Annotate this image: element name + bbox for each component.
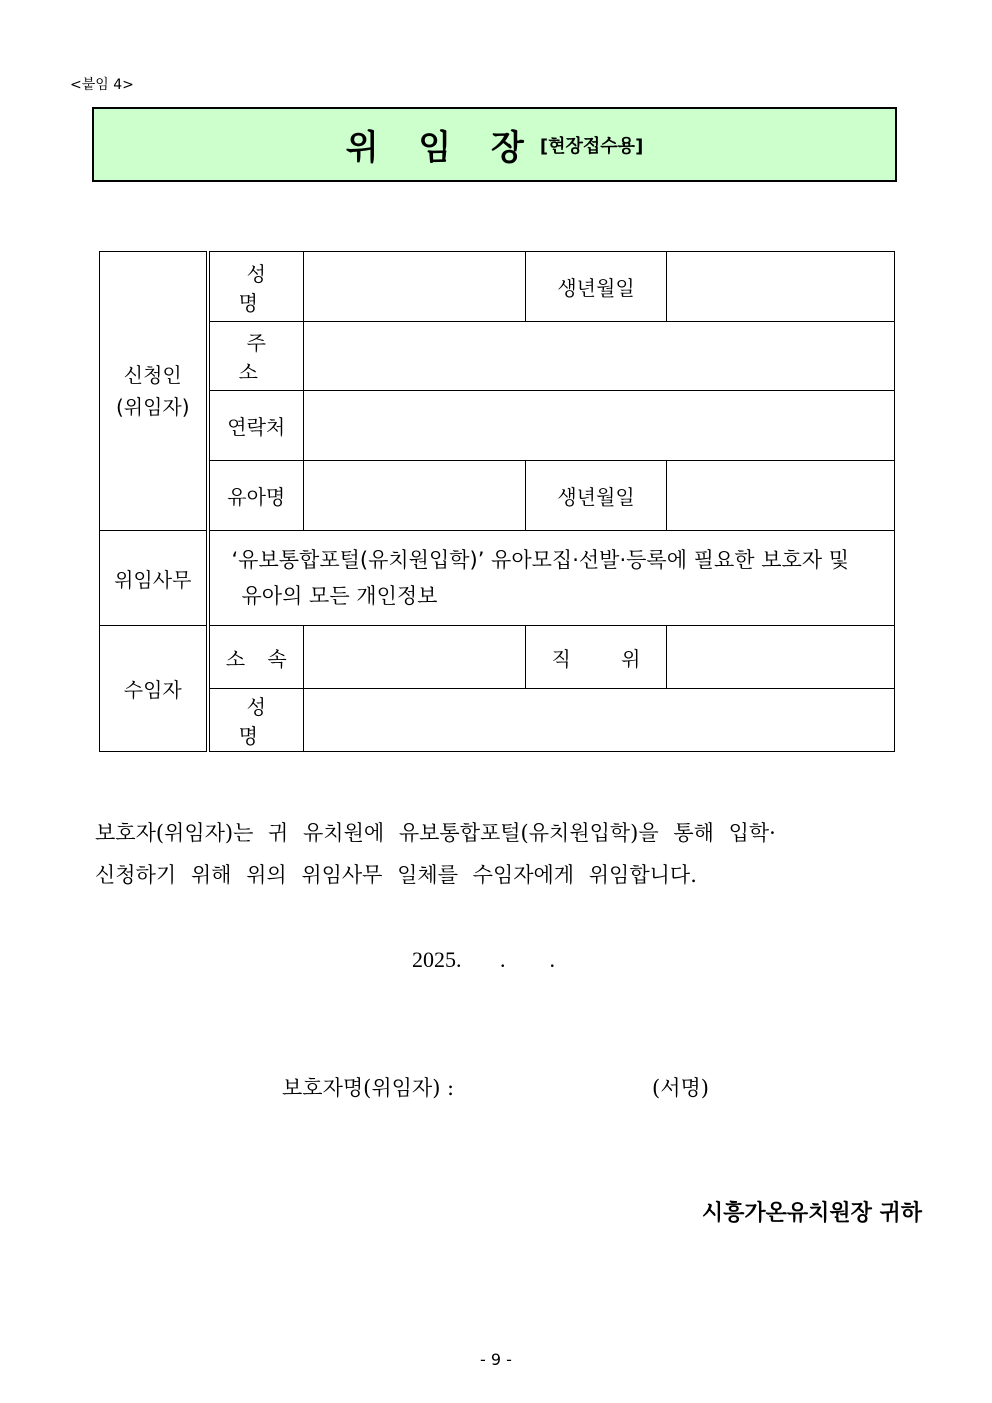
date-line: 2025. . . bbox=[412, 947, 555, 972]
document-title-box bbox=[92, 107, 897, 182]
affiliation-label: 소 속 bbox=[208, 626, 304, 689]
page-number: - 9 - bbox=[480, 1350, 512, 1369]
address-field[interactable] bbox=[304, 322, 895, 391]
child-name-label: 유아명 bbox=[208, 461, 304, 531]
affiliation-field[interactable] bbox=[304, 626, 526, 689]
delegate-group-label: 수임자 bbox=[100, 626, 208, 752]
address-label: 주 소 bbox=[208, 322, 304, 391]
document-title: 위 임 장 bbox=[345, 128, 538, 168]
child-birth-label: 생년월일 bbox=[526, 461, 667, 531]
delegate-name-field[interactable] bbox=[304, 689, 895, 752]
delegation-form-table bbox=[99, 251, 895, 752]
position-field[interactable] bbox=[667, 626, 895, 689]
contact-field[interactable] bbox=[304, 391, 895, 461]
name-label: 성 명 bbox=[208, 252, 304, 322]
applicant-group-label: 신청인 (위임자) bbox=[100, 252, 208, 531]
delegation-statement: 보호자(위임자)는 귀 유치원에 유보통합포털(유치원입학)을 통해 입학· 신청하기 위해 위의 위임사무 일체를 수임자에게 위임합니다. bbox=[95, 821, 776, 887]
delegate-name-label: 성 명 bbox=[208, 689, 304, 752]
contact-label: 연락처 bbox=[208, 391, 304, 461]
child-name-field[interactable] bbox=[304, 461, 526, 531]
duty-label: 위임사무 bbox=[100, 531, 208, 626]
duty-description: ‘유보통합포털(유치원입학)’ 유아모집·선발·등록에 필요한 보호자 및 유아의 모든 개인정보 bbox=[208, 531, 895, 626]
applicant-name-field[interactable] bbox=[304, 252, 526, 322]
attachment-label: <붙임 4> bbox=[70, 77, 134, 93]
signature-mark[interactable]: (서명) bbox=[652, 1076, 709, 1100]
birth-label: 생년월일 bbox=[526, 252, 667, 322]
document-subtitle: [현장접수용] bbox=[539, 135, 644, 157]
child-birth-field[interactable] bbox=[667, 461, 895, 531]
recipient-line: 시흥가온유치원장 귀하 bbox=[701, 1200, 922, 1226]
position-label: 직 위 bbox=[526, 626, 667, 689]
signature-label: 보호자명(위임자) : bbox=[282, 1076, 455, 1100]
applicant-birth-field[interactable] bbox=[667, 252, 895, 322]
